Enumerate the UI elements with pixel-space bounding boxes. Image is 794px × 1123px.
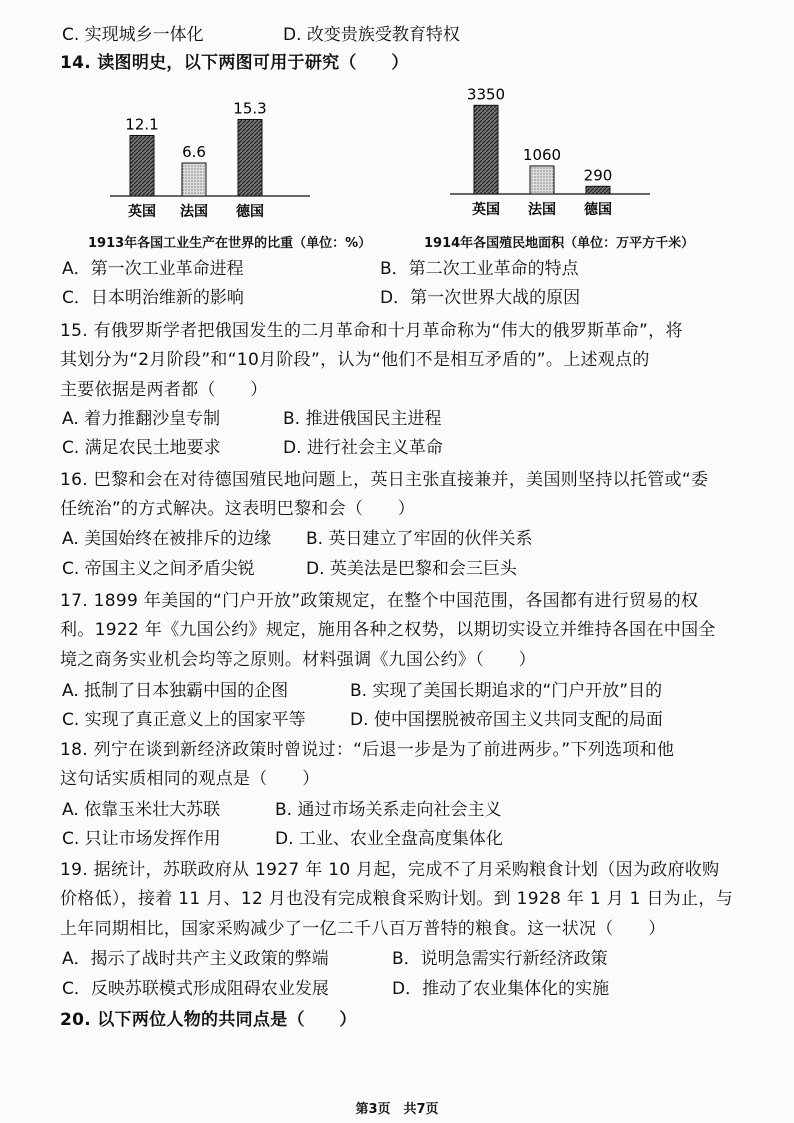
bar-value-label: 15.3 — [233, 99, 267, 118]
q16-option-a[interactable]: A. 美国始终在被排斥的边缘 — [62, 529, 272, 549]
category-label: 法国 — [180, 204, 208, 220]
bar-value-label: 12.1 — [125, 115, 159, 134]
q17-line1: 17. 1899 年美国的“门户开放”政策规定，在整个中国范围，各国都有进行贸易的权 — [60, 591, 699, 611]
category-label: 德国 — [236, 204, 264, 220]
chart1-caption: 1913年各国工业生产在世界的比重（单位：%） — [88, 236, 372, 251]
q15-line3: 主要依据是两者都（ ） — [60, 380, 268, 400]
bar-value-label: 6.6 — [182, 143, 206, 161]
bar-1 — [182, 163, 206, 196]
q15-line2: 其划分为“2月阶段”和“10月阶段”，认为“他们不是相互矛盾的”。上述观点的 — [60, 350, 650, 370]
bar-2 — [238, 120, 262, 197]
chart-colonial-area — [450, 80, 650, 224]
chart-colonial-area-svg — [450, 80, 650, 224]
q14-option-b[interactable]: B．第二次工业革命的特点 — [380, 259, 579, 279]
category-label: 英国 — [128, 204, 156, 220]
category-label: 英国 — [472, 202, 500, 218]
q17-option-d[interactable]: D. 使中国摆脱被帝国主义共同支配的局面 — [350, 710, 663, 730]
bar-value-label: 3350 — [466, 85, 506, 104]
category-label: 德国 — [584, 202, 612, 218]
q15-option-d[interactable]: D. 进行社会主义革命 — [283, 438, 443, 458]
q17-option-b[interactable]: B. 实现了美国长期追求的“门户开放”目的 — [350, 681, 663, 701]
q13-option-c[interactable]: C. 实现城乡一体化 — [62, 25, 204, 45]
q19-option-d[interactable]: D．推动了农业集体化的实施 — [392, 979, 610, 999]
q18-line2: 这句话实质相同的观点是（ ） — [60, 769, 320, 789]
chart2-caption: 1914年各国殖民地面积（单位：万平方千米） — [424, 236, 695, 251]
q16-option-d[interactable]: D. 英美法是巴黎和会三巨头 — [306, 559, 517, 579]
q19-option-c[interactable]: C．反映苏联模式形成阻碍农业发展 — [62, 979, 329, 999]
q15-option-c[interactable]: C. 满足农民土地要求 — [62, 438, 221, 458]
q13-option-d[interactable]: D. 改变贵族受教育特权 — [283, 25, 460, 45]
bar-2 — [586, 186, 610, 194]
bar-0 — [474, 105, 498, 194]
q16-option-b[interactable]: B. 英日建立了牢固的伙伴关系 — [306, 529, 533, 549]
q19-line3: 上年同期相比，国家采购减少了一亿二千八百万普特的粮食。这一状况（ ） — [60, 919, 666, 939]
q19-option-b[interactable]: B．说明急需实行新经济政策 — [392, 949, 608, 969]
category-label: 法国 — [528, 202, 556, 218]
q17-option-a[interactable]: A. 抵制了日本独霸中国的企图 — [62, 681, 289, 701]
q17-line3: 境之商务实业机会均等之原则。材料强调《九国公约》（ ） — [60, 650, 536, 670]
q15-line1: 15. 有俄罗斯学者把俄国发生的二月革命和十月革命称为“伟大的俄罗斯革命”，将 — [60, 321, 683, 341]
bar-1 — [530, 166, 554, 194]
q19-line1: 19. 据统计，苏联政府从 1927 年 10 月起，完成不了月采购粮食计划（因为政府收购 — [60, 860, 720, 880]
q14-option-d[interactable]: D．第一次世界大战的原因 — [380, 288, 581, 308]
q15-option-b[interactable]: B. 推进俄国民主进程 — [283, 409, 442, 429]
q17-option-c[interactable]: C. 实现了真正意义上的国家平等 — [62, 710, 306, 730]
q18-option-a[interactable]: A. 依靠玉米壮大苏联 — [62, 800, 221, 820]
q20-stem: 20. 以下两位人物的共同点是（ ） — [60, 1010, 357, 1030]
page-footer: 第3页 共7页 — [355, 1102, 439, 1117]
q18-option-d[interactable]: D. 工业、农业全盘高度集体化 — [275, 829, 503, 849]
bar-value-label: 1060 — [522, 145, 562, 164]
q18-option-b[interactable]: B. 通过市场关系走向社会主义 — [275, 800, 502, 820]
q17-line2: 利。1922 年《九国公约》规定，施用各种之权势，以期切实设立并维持各国在中国全 — [60, 620, 716, 640]
q14-option-c[interactable]: C．日本明治维新的影响 — [62, 288, 244, 308]
chart-industrial-share — [110, 84, 310, 224]
q14-option-a[interactable]: A．第一次工业革命进程 — [62, 259, 244, 279]
q16-option-c[interactable]: C. 帝国主义之间矛盾尖锐 — [62, 559, 255, 579]
q16-line2: 任统治”的方式解决。这表明巴黎和会（ ） — [60, 499, 416, 519]
q18-line1: 18. 列宁在谈到新经济政策时曾说过：“后退一步是为了前进两步。”下列选项和他 — [60, 740, 675, 760]
q15-option-a[interactable]: A. 着力推翻沙皇专制 — [62, 409, 221, 429]
q18-option-c[interactable]: C. 只让市场发挥作用 — [62, 829, 221, 849]
q19-line2: 价格低），接着 11 月、12 月也没有完成粮食采购计划。到 1928 年 1 月 1 日为止，与 — [60, 889, 733, 909]
q14-stem: 14. 读图明史，以下两图可用于研究（ ） — [60, 53, 409, 73]
chart-industrial-share-svg — [110, 84, 310, 224]
bar-0 — [130, 136, 154, 197]
bar-value-label: 290 — [583, 166, 613, 185]
q19-option-a[interactable]: A．揭示了战时共产主义政策的弊端 — [62, 949, 329, 969]
q16-line1: 16. 巴黎和会在对待德国殖民地问题上，英日主张直接兼并，美国则坚持以托管或“委 — [60, 470, 709, 490]
